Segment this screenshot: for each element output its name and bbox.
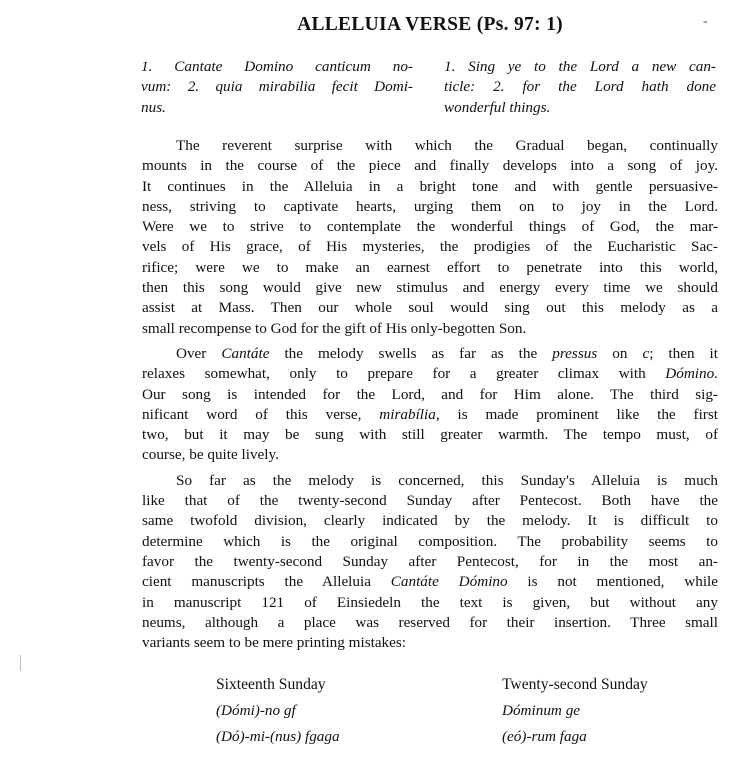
corner-mark: - xyxy=(703,14,708,29)
text-line: So far as the melody is concerned, this Sunday's Alleluia is much xyxy=(176,471,718,489)
text-line: neums, although a place was reserved for their insertion. Three small xyxy=(142,613,718,631)
text-line: nificant word of this verse, mirabília, is made prominent like the first xyxy=(142,405,718,423)
text-line: rifice; were we to make an earnest effort to penetrate into this world, xyxy=(142,258,718,276)
paragraph-3 xyxy=(142,471,718,654)
latin-line-1: 1. Cantate Domino canticum no- xyxy=(141,58,413,75)
text-line: then this song would give new stimulus and energy every time we should xyxy=(142,279,718,297)
text-line: in manuscript 121 of Einsiedeln the text is given, but without any xyxy=(142,593,718,611)
text-line: assist at Mass. Then our whole soul would sing out this melody as a xyxy=(142,299,718,317)
text-line: course, be quite lively. xyxy=(142,446,279,464)
text-line: Over Cantáte the melody swells as far as the pressus on c; then it xyxy=(176,344,718,362)
latin-verse xyxy=(141,57,413,118)
variant-heading: Sixteenth Sunday xyxy=(216,676,326,693)
variant-item: (Dómi)-no gf xyxy=(216,702,296,719)
text-line: small recompense to God for the gift of His only-begotten Son. xyxy=(142,319,527,337)
variant-heading: Twenty-second Sunday xyxy=(502,676,648,693)
latin-line-3: nus. xyxy=(141,98,166,116)
text-line: mounts in the course of the piece and finally develops into a song of joy. xyxy=(142,157,718,175)
text-line: cient manuscripts the Alleluia Cantáte Dómino is not mentioned, while xyxy=(142,573,719,591)
english-line-1: 1. Sing ye to the Lord a new can- xyxy=(444,58,716,75)
page-title: ALLELUIA VERSE (Ps. 97: 1) xyxy=(297,14,563,35)
text-line: ness, striving to captivate hearts, urging them on to joy in the Lord. xyxy=(142,197,718,215)
text-line: It continues in the Alleluia in a bright tone and with gentle persuasive- xyxy=(142,177,718,195)
variants-twenty-second-sunday xyxy=(502,676,648,754)
text-line: Our song is intended for the Lord, and for Him alone. The third sig- xyxy=(142,385,718,403)
text-line: two, but it may be sung with still greater warmth. The tempo must, of xyxy=(142,426,718,444)
latin-line-2: vum: 2. quia mirabilia fecit Domi- xyxy=(141,78,413,96)
variant-item: (Dó)-mi-(nus) fgaga xyxy=(216,728,340,745)
variant-item: (eó)-rum faga xyxy=(502,728,587,745)
variant-item: Dóminum ge xyxy=(502,702,581,719)
margin-mark xyxy=(20,655,21,671)
text-line: relaxes somewhat, only to prepare for a greater climax with Dómino. xyxy=(142,365,718,383)
paragraph-1 xyxy=(142,136,718,339)
commentary-body xyxy=(142,136,718,653)
text-line: The reverent surprise with which the Gradual began, continually xyxy=(176,137,718,154)
english-line-3: wonderful things. xyxy=(444,98,551,116)
paragraph-2 xyxy=(142,344,718,466)
variants-sixteenth-sunday xyxy=(216,676,340,754)
text-line: determine which is the original composition. The probability seems to xyxy=(142,532,718,550)
text-line: Were we to strive to contemplate the wonderful things of God, the mar- xyxy=(142,218,718,236)
text-line: like that of the twenty-second Sunday after Pentecost. Both have the xyxy=(142,492,718,510)
english-verse xyxy=(444,57,716,118)
text-line: variants seem to be mere printing mistakes: xyxy=(142,634,407,652)
english-line-2: ticle: 2. for the Lord hath done xyxy=(444,78,716,96)
text-line: same twofold division, clearly indicated by the melody. It is difficult to xyxy=(142,512,718,530)
text-line: vels of His grace, of His mysteries, the prodigies of the Eucharistic Sac- xyxy=(142,238,718,256)
text-line: favor the twenty-second Sunday after Pentecost, for in the most an- xyxy=(142,552,718,570)
